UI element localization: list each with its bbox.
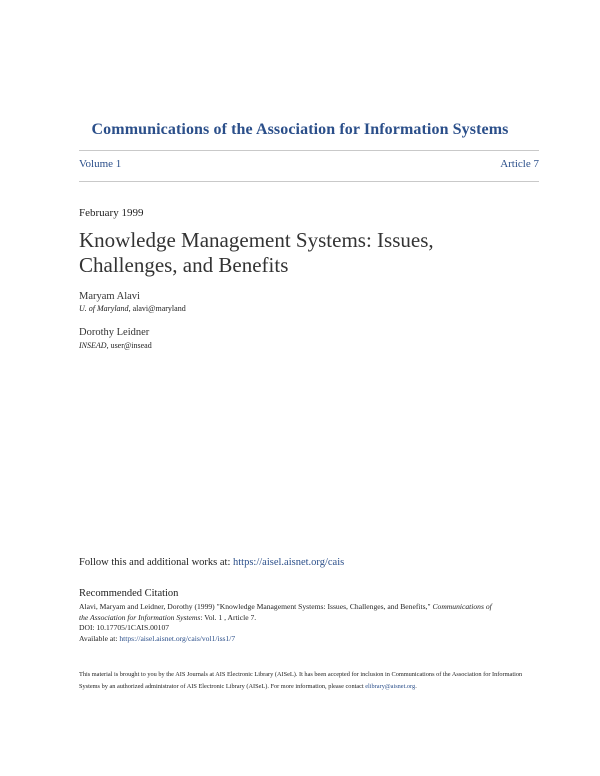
citation-doi: DOI: 10.17705/1CAIS.00107 xyxy=(79,623,170,632)
follow-text: Follow this and additional works at: xyxy=(79,557,233,568)
journal-title[interactable]: Communications of the Association for Information Systems xyxy=(91,121,509,138)
author-email: alavi@maryland xyxy=(132,304,186,313)
author-email: user@insead xyxy=(110,341,152,350)
citation-journal-a: Communications of xyxy=(432,602,492,611)
notice-text: This material is brought to you by the AIS Journals at AIS Electronic Library (AISeL). It has been accepted for inclusion in Communications of the Association for Information Systems by an authorized administrator of AIS Electronic Library (AISeL). For more information, please contact xyxy=(79,671,523,690)
citation-text xyxy=(79,602,541,644)
article-url-link[interactable]: https://aisel.aisnet.org/cais/vol1/iss1/7 xyxy=(119,633,236,643)
paper-title-line2: Challenges, and Benefits xyxy=(79,253,289,277)
volume-bar xyxy=(79,150,539,182)
follow-line xyxy=(79,557,344,568)
volume-link[interactable]: Volume 1 xyxy=(79,158,122,170)
paper-title-line1: Knowledge Management Systems: Issues, xyxy=(79,228,434,252)
affiliation-name: INSEAD xyxy=(79,341,107,350)
article-link[interactable]: Article 7 xyxy=(500,158,539,170)
citation-heading: Recommended Citation xyxy=(79,588,179,599)
publication-date: February 1999 xyxy=(79,207,144,219)
author-affiliation: U. of Maryland, alavi@maryland xyxy=(79,304,186,313)
author-name: Maryam Alavi xyxy=(79,291,140,302)
affiliation-name: U. of Maryland xyxy=(79,304,129,313)
author-name: Dorothy Leidner xyxy=(79,327,150,338)
collection-link[interactable]: https://aisel.aisnet.org/cais xyxy=(233,557,345,568)
citation-volume: : Vol. 1 , Article 7. xyxy=(200,612,257,622)
contact-email-link[interactable]: elibrary@aisnet.org xyxy=(365,682,416,690)
citation-authors-title: Alavi, Maryam and Leidner, Dorothy (1999) "Knowledge Management Systems: Issues, Challenges, and Benefits," xyxy=(79,602,433,611)
repository-notice xyxy=(79,669,541,692)
paper-title xyxy=(79,228,499,278)
citation-journal-b: the Association for Information Systems xyxy=(79,612,201,622)
author-affiliation: INSEAD, user@insead xyxy=(79,341,152,350)
available-label: Available at: xyxy=(79,633,120,643)
notice-end: . xyxy=(415,682,417,690)
